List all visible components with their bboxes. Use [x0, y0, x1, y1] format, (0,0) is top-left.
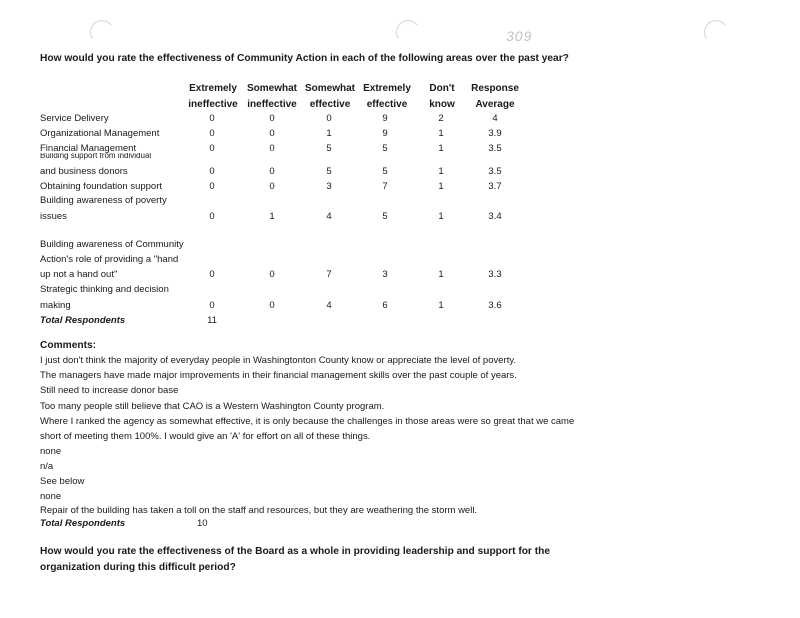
table-cell: 0	[269, 269, 275, 280]
table-cell: 3.9	[488, 128, 502, 139]
comment-line: Still need to increase donor base	[40, 385, 179, 396]
comments-total-value: 10	[197, 518, 208, 529]
column-header: Somewhat effective	[304, 83, 355, 110]
table-cell: 0	[269, 143, 275, 154]
comment-line: Where I ranked the agency as somewhat effective, it is only because the challenges in those areas were so great that we came	[40, 416, 575, 427]
comment-line: The managers have made major improvements in their financial management skills over the past couple of years.	[40, 370, 517, 381]
column-header: Extremely effective	[363, 83, 411, 110]
comments-heading: Comments:	[40, 340, 97, 351]
comment-line: short of meeting them 100%. I would give an 'A' for effort on all of these things.	[40, 431, 371, 442]
question-2-line: organization during this difficult period?	[40, 562, 236, 573]
comment-line: n/a	[40, 461, 54, 472]
row-label: Organizational Management	[40, 128, 160, 139]
table-cell: 3.6	[488, 300, 502, 311]
table-cell: 0	[209, 269, 215, 280]
punch-hole-mark	[702, 18, 730, 46]
table-cell: 0	[269, 181, 275, 192]
table-cell: 3.4	[488, 211, 502, 222]
table-cell: 5	[382, 166, 388, 177]
total-respondents-value: 11	[207, 315, 217, 326]
row-label: and business donors	[40, 166, 128, 177]
row-label: issues	[40, 211, 67, 222]
table-cell: 1	[438, 300, 444, 311]
table-cell: 1	[438, 166, 444, 177]
table-cell: 1	[269, 211, 275, 222]
row-label: Building awareness of poverty	[40, 195, 167, 206]
row-label: Strategic thinking and decision	[40, 284, 169, 295]
table-cell: 0	[209, 128, 215, 139]
table-cell: 4	[492, 113, 498, 124]
comment-line: none	[40, 446, 62, 457]
table-cell: 3	[382, 269, 388, 280]
comment-line: I just don't think the majority of everyday people in Washingtonton County know or appreciate the level of poverty.	[40, 355, 517, 366]
row-label: Building awareness of Community	[40, 239, 184, 250]
table-cell: 0	[209, 300, 215, 311]
table-cell: 9	[382, 128, 388, 139]
table-cell: 3.3	[488, 269, 502, 280]
table-cell: 0	[326, 113, 332, 124]
table-cell: 5	[326, 143, 332, 154]
comments-total-label: Total Respondents	[40, 518, 126, 529]
table-cell: 6	[382, 300, 388, 311]
row-label: Building support from individual	[40, 153, 152, 160]
page-stamp: 309	[506, 28, 533, 44]
table-cell: 3.5	[488, 166, 502, 177]
table-cell: 1	[438, 211, 444, 222]
column-header: Don't know	[429, 83, 455, 110]
table-cell: 1	[438, 128, 444, 139]
table-cell: 5	[382, 143, 388, 154]
row-label: Obtaining foundation support	[40, 181, 163, 192]
row-label: Service Delivery	[40, 113, 109, 124]
row-label: Financial Management	[40, 143, 137, 154]
table-cell: 2	[438, 113, 444, 124]
column-header: Response Average	[471, 83, 519, 110]
punch-hole-mark	[88, 18, 116, 46]
column-header: Somewhat ineffective	[246, 83, 297, 110]
table-cell: 4	[326, 211, 332, 222]
question-1-title: How would you rate the effectiveness of Community Action in each of the following areas over the past year?	[40, 53, 569, 64]
table-cell: 3.5	[488, 143, 502, 154]
table-cell: 0	[269, 128, 275, 139]
table-cell: 4	[326, 300, 332, 311]
punch-hole-mark	[394, 18, 422, 46]
comment-line: Repair of the building has taken a toll on the staff and resources, but they are weathering the storm well.	[40, 505, 478, 516]
table-cell: 0	[209, 113, 215, 124]
question-2-line: How would you rate the effectiveness of the Board as a whole in providing leadership and support for the	[40, 546, 551, 557]
table-cell: 1	[438, 143, 444, 154]
table-cell: 0	[269, 166, 275, 177]
table-cell: 0	[209, 166, 215, 177]
table-cell: 0	[209, 143, 215, 154]
row-label: Action's role of providing a "hand	[40, 254, 179, 265]
comment-line: See below	[40, 476, 85, 487]
row-label: making	[40, 300, 71, 311]
table-cell: 0	[209, 181, 215, 192]
table-cell: 9	[382, 113, 388, 124]
table-cell: 7	[326, 269, 332, 280]
table-cell: 0	[209, 211, 215, 222]
table-cell: 1	[438, 181, 444, 192]
comment-line: Too many people still believe that CAO is a Western Washington County program.	[40, 401, 385, 412]
table-cell: 0	[269, 113, 275, 124]
comment-line: none	[40, 491, 62, 502]
table-cell: 0	[269, 300, 275, 311]
total-respondents-label: Total Respondents	[40, 315, 126, 326]
column-header: Extremely ineffective	[188, 83, 238, 110]
table-cell: 1	[438, 269, 444, 280]
table-cell: 7	[382, 181, 388, 192]
table-cell: 3.7	[488, 181, 502, 192]
table-cell: 3	[326, 181, 332, 192]
table-cell: 5	[326, 166, 332, 177]
table-cell: 1	[326, 128, 332, 139]
table-cell: 5	[382, 211, 388, 222]
row-label: up not a hand out"	[40, 269, 118, 280]
